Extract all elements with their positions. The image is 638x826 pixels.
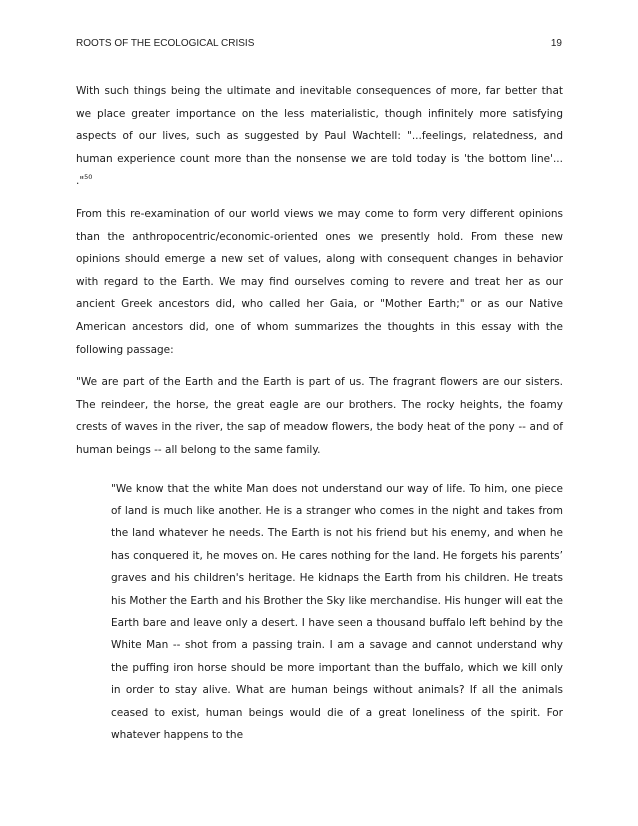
block-quote: "We know that the white Man does not understand our way of life. To him, one piece of land is much like another. He is a stranger who comes in the night and takes from the land whatever he needs. The Earth is not his friend but his enemy, and when he has conquered it, he moves on. He cares nothing for the land. He forgets his parents’ graves and his children's heritage. He kidnaps the Earth from his children. He treats his Mother the Earth and his Brother the Sky like merchandise. His hunger will eat the Earth bare and leave only a desert. I have seen a thousand buffalo left behind by the White Man -- shot from a passing train. I am a savage and cannot understand why the puffing iron horse should be more important than the buffalo, which we kill only in order to stay alive. What are human beings without animals? If all the animals ceased to exist, human beings would die of a great loneliness of the spirit. For whatever happens to the xyxy=(111,482,563,741)
paragraph-reexamination: From this re-examination of our world views we may come to form very different opinions than the anthropocentric/economic-oriented ones we presently hold. From these new opinions should emerge a new set of values, along with consequent changes in behavior with regard to the Earth. We may find ourselves coming to revere and treat her as our ancient Greek ancestors did, who called her Gaia, or "Mother Earth;" or as our Native American ancestors did, one of whom summarizes the thoughts in this essay with the following passage: xyxy=(76,207,563,356)
footnote-ref: 50 xyxy=(84,173,93,182)
paragraph-wachtell-text: With such things being the ultimate and inevitable consequences of more, far better that we place greater importance on the less materialistic, though infinitely more satisfying aspects of our lives, such as suggested by Paul Wachtell: "...feelings, relatedness, and human experience count more than the nonsense we are told today is 'the bottom line'... ." xyxy=(76,85,563,188)
body-text xyxy=(76,80,563,756)
running-header xyxy=(76,38,562,54)
header-title: ROOTS OF THE ECOLOGICAL CRISIS xyxy=(76,38,255,49)
paragraph-earth-family: "We are part of the Earth and the Earth is part of us. The fragrant flowers are our sisters. The reindeer, the horse, the great eagle are our brothers. The rocky heights, the foamy crests of waves in the river, the sap of meadow flowers, the body heat of the pony -- and of human beings -- all belong to the same family. xyxy=(76,376,563,456)
page-number: 19 xyxy=(550,38,562,49)
paragraph-wachtell xyxy=(76,80,563,193)
